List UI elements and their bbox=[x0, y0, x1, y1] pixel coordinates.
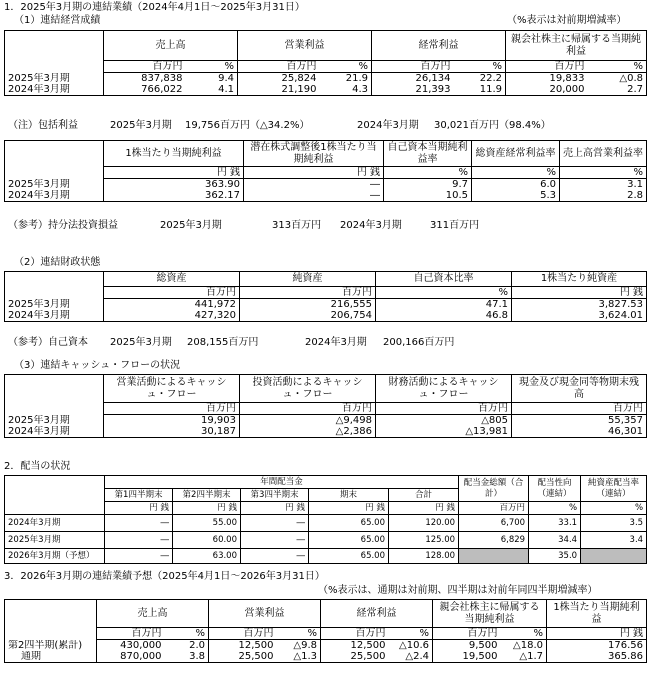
table-row bbox=[5, 190, 647, 202]
cell: 6,829 bbox=[459, 532, 529, 549]
unit: % bbox=[165, 628, 209, 640]
cell: 22.2 bbox=[454, 73, 506, 85]
row-label: 2024年3月期 bbox=[5, 426, 104, 438]
table-row bbox=[5, 426, 647, 438]
header-roe: 自己資本当期純利益率 bbox=[384, 141, 472, 167]
cell: 20,000 bbox=[506, 84, 588, 96]
financial-position-title: （2）連結財政状態 bbox=[14, 257, 101, 268]
cell: 30,187 bbox=[104, 426, 240, 438]
unit: % bbox=[501, 628, 547, 640]
table-row bbox=[5, 179, 647, 191]
pct-note: （%表示は対前期増減率） bbox=[507, 15, 627, 26]
header-ordinary-income: 経常利益 bbox=[372, 31, 506, 61]
cell: ― bbox=[244, 179, 384, 191]
forecast-header-sales: 売上高 bbox=[97, 600, 209, 628]
cell: 120.00 bbox=[389, 515, 459, 532]
unit: 百万円 bbox=[104, 403, 240, 415]
financial-position-table bbox=[4, 271, 647, 322]
cell: ― bbox=[244, 190, 384, 202]
cell: △1.7 bbox=[501, 651, 547, 663]
cell: 2.7 bbox=[588, 84, 647, 96]
cell: 11.9 bbox=[454, 84, 506, 96]
cell: 6.0 bbox=[472, 179, 560, 191]
cell: 26,134 bbox=[372, 73, 454, 85]
row-label: 2025年3月期 bbox=[5, 415, 104, 427]
cell: 176.56 bbox=[547, 640, 647, 652]
row-label: 2025年3月期 bbox=[5, 73, 104, 85]
header-eps: 1株当たり当期純利益 bbox=[104, 141, 244, 167]
forecast-note: （%表示は、通期は対前期、四半期は対前年同四半期増減率） bbox=[318, 585, 598, 596]
table-row bbox=[5, 84, 647, 96]
cell: ― bbox=[105, 515, 173, 532]
header-doe: 純資産配当率（連結） bbox=[581, 476, 647, 502]
equity-2025-value: 313百万円 bbox=[272, 220, 322, 231]
cell: 46.8 bbox=[376, 310, 512, 322]
unit: % bbox=[389, 628, 433, 640]
header-operating-margin: 売上高営業利益率 bbox=[560, 141, 647, 167]
comp-2025-value: 19,756百万円（△34.2%） bbox=[185, 120, 310, 131]
unit: % bbox=[376, 287, 512, 299]
row-label: 通期 bbox=[5, 651, 97, 663]
unit: 百万円 bbox=[240, 403, 376, 415]
cell: △9.8 bbox=[277, 640, 321, 652]
cell: 3.5 bbox=[581, 515, 647, 532]
cell: ― bbox=[105, 532, 173, 549]
row-label: 2026年3月期（予想） bbox=[5, 549, 105, 564]
own-capital-2024-label: 2024年3月期 bbox=[305, 337, 367, 348]
own-capital-2024-value: 200,166百万円 bbox=[383, 337, 455, 348]
header-operating-cf: 営業活動によるキャッシュ・フロー bbox=[104, 375, 240, 403]
cell: 441,972 bbox=[104, 299, 240, 311]
cell: 3,827.53 bbox=[512, 299, 647, 311]
cell: 3,624.01 bbox=[512, 310, 647, 322]
table-row bbox=[5, 651, 647, 663]
cell: 6,700 bbox=[459, 515, 529, 532]
table-row bbox=[5, 310, 647, 322]
cell: △2,386 bbox=[240, 426, 376, 438]
cell: 12,500 bbox=[321, 640, 389, 652]
cell: 365.86 bbox=[547, 651, 647, 663]
cell: 766,022 bbox=[104, 84, 186, 96]
unit: 百万円 bbox=[512, 403, 647, 415]
comp-2024-value: 30,021百万円（98.4%） bbox=[434, 120, 551, 131]
cell: ― bbox=[105, 549, 173, 564]
unit: 円 銭 bbox=[512, 287, 647, 299]
own-capital-label: （参考）自己資本 bbox=[8, 337, 88, 348]
header-year-end: 期末 bbox=[309, 489, 389, 502]
header-q1: 第1四半期末 bbox=[105, 489, 173, 502]
unit: % bbox=[529, 502, 581, 515]
header-investing-cf: 投資活動によるキャッシュ・フロー bbox=[240, 375, 376, 403]
unit: 円 銭 bbox=[104, 167, 244, 179]
unit: 円 銭 bbox=[173, 502, 241, 515]
unit: 円 銭 bbox=[244, 167, 384, 179]
unit: 百万円 bbox=[433, 628, 501, 640]
cell: 870,000 bbox=[97, 651, 165, 663]
cell: 34.4 bbox=[529, 532, 581, 549]
cell: ― bbox=[241, 549, 309, 564]
header-operating-income: 営業利益 bbox=[238, 31, 372, 61]
cell: 25,824 bbox=[238, 73, 320, 85]
cell: 216,555 bbox=[240, 299, 376, 311]
unit: 円 銭 bbox=[241, 502, 309, 515]
header-net-assets: 純資産 bbox=[240, 272, 376, 287]
equity-2025-label: 2025年3月期 bbox=[160, 220, 222, 231]
dividends-table bbox=[4, 475, 647, 564]
cell: △18.0 bbox=[501, 640, 547, 652]
cell: 3.4 bbox=[581, 532, 647, 549]
unit: % bbox=[454, 61, 506, 73]
table-row bbox=[5, 549, 647, 564]
table-row bbox=[5, 299, 647, 311]
table-row bbox=[5, 640, 647, 652]
header-total: 合計 bbox=[389, 489, 459, 502]
unit: 百万円 bbox=[240, 287, 376, 299]
cell: △2.4 bbox=[389, 651, 433, 663]
cell: △0.8 bbox=[588, 73, 647, 85]
cell: 60.00 bbox=[173, 532, 241, 549]
cell: 9,500 bbox=[433, 640, 501, 652]
forecast-title: 3．2026年3月期の連結業績予想（2025年4月1日～2026年3月31日） bbox=[4, 571, 325, 582]
table-row bbox=[5, 73, 647, 85]
cell: 19,833 bbox=[506, 73, 588, 85]
table-row bbox=[5, 415, 647, 427]
unit: 百万円 bbox=[209, 628, 277, 640]
cell: 25,500 bbox=[209, 651, 277, 663]
cell: 63.00 bbox=[173, 549, 241, 564]
cell: △1.3 bbox=[277, 651, 321, 663]
cell: 21,190 bbox=[238, 84, 320, 96]
cell: 65.00 bbox=[309, 515, 389, 532]
cell: 125.00 bbox=[389, 532, 459, 549]
cell: △10.6 bbox=[389, 640, 433, 652]
section1-title: 1．2025年3月期の連結業績（2024年4月1日～2025年3月31日） bbox=[4, 2, 305, 13]
forecast-header-net-income: 親会社株主に帰属する当期純利益 bbox=[433, 600, 547, 628]
cell: 430,000 bbox=[97, 640, 165, 652]
cell: 12,500 bbox=[209, 640, 277, 652]
unit: 円 銭 bbox=[389, 502, 459, 515]
cell: 363.90 bbox=[104, 179, 244, 191]
cash-flow-table bbox=[4, 374, 647, 438]
header-cash-balance: 現金及び現金同等物期末残高 bbox=[512, 375, 647, 403]
cell: 2.0 bbox=[165, 640, 209, 652]
unit: % bbox=[320, 61, 372, 73]
comp-2024-label: 2024年3月期 bbox=[357, 120, 419, 131]
unit: % bbox=[384, 167, 472, 179]
cell: 21.9 bbox=[320, 73, 372, 85]
cell: 25,500 bbox=[321, 651, 389, 663]
row-label: 第2四半期(累計) bbox=[5, 640, 97, 652]
unit: 百万円 bbox=[376, 403, 512, 415]
cell: 206,754 bbox=[240, 310, 376, 322]
cell: 5.3 bbox=[472, 190, 560, 202]
cell: 9.4 bbox=[186, 73, 238, 85]
header-equity-ratio: 自己資本比率 bbox=[376, 272, 512, 287]
header-total-dividend: 配当金総額（合計） bbox=[459, 476, 529, 502]
unit: 百万円 bbox=[104, 61, 186, 73]
unit: 百万円 bbox=[321, 628, 389, 640]
header-roa: 総資産経常利益率 bbox=[472, 141, 560, 167]
unit: % bbox=[277, 628, 321, 640]
header-bps: 1株当たり純資産 bbox=[512, 272, 647, 287]
forecast-header-eps: 1株当たり当期純利益 bbox=[547, 600, 647, 628]
header-q3: 第3四半期末 bbox=[241, 489, 309, 502]
unit: % bbox=[581, 502, 647, 515]
own-capital-2025-value: 208,155百万円 bbox=[187, 337, 259, 348]
row-label: 2024年3月期 bbox=[5, 190, 104, 202]
table-row bbox=[5, 532, 647, 549]
cell: 19,500 bbox=[433, 651, 501, 663]
own-capital-2025-label: 2025年3月期 bbox=[110, 337, 172, 348]
cell: △805 bbox=[376, 415, 512, 427]
cell: 9.7 bbox=[384, 179, 472, 191]
header-sales: 売上高 bbox=[104, 31, 238, 61]
cell: ― bbox=[241, 515, 309, 532]
forecast-header-operating-income: 営業利益 bbox=[209, 600, 321, 628]
cell: 55.00 bbox=[173, 515, 241, 532]
unit: 円 銭 bbox=[105, 502, 173, 515]
cell: 427,320 bbox=[104, 310, 240, 322]
cell bbox=[459, 549, 529, 564]
header-financing-cf: 財務活動によるキャッシュ・フロー bbox=[376, 375, 512, 403]
header-net-income: 親会社株主に帰属する当期純利益 bbox=[506, 31, 647, 61]
cell: 65.00 bbox=[309, 532, 389, 549]
unit: % bbox=[472, 167, 560, 179]
unit: 百万円 bbox=[372, 61, 454, 73]
cell: △9,498 bbox=[240, 415, 376, 427]
row-label: 2024年3月期 bbox=[5, 310, 104, 322]
unit: 円 銭 bbox=[309, 502, 389, 515]
unit: 円 銭 bbox=[547, 628, 647, 640]
cell: 4.3 bbox=[320, 84, 372, 96]
unit: % bbox=[186, 61, 238, 73]
table-row bbox=[5, 515, 647, 532]
cell: 65.00 bbox=[309, 549, 389, 564]
cell: 362.17 bbox=[104, 190, 244, 202]
forecast-header-ordinary-income: 経常利益 bbox=[321, 600, 433, 628]
header-diluted-eps: 潜在株式調整後1株当たり当期純利益 bbox=[244, 141, 384, 167]
cell: 46,301 bbox=[512, 426, 647, 438]
unit: 百万円 bbox=[506, 61, 588, 73]
unit: % bbox=[588, 61, 647, 73]
cell: 837,838 bbox=[104, 73, 186, 85]
dividends-title: 2．配当の状況 bbox=[4, 461, 71, 472]
forecast-table bbox=[4, 599, 647, 663]
unit: % bbox=[560, 167, 647, 179]
equity-2024-label: 2024年3月期 bbox=[340, 220, 402, 231]
cell: 128.00 bbox=[389, 549, 459, 564]
row-label: 2024年3月期 bbox=[5, 515, 105, 532]
unit: 百万円 bbox=[97, 628, 165, 640]
row-label: 2025年3月期 bbox=[5, 299, 104, 311]
cell: 35.0 bbox=[529, 549, 581, 564]
operating-results-table bbox=[4, 30, 647, 96]
comprehensive-income-label: （注）包括利益 bbox=[8, 120, 78, 131]
cell: 19,903 bbox=[104, 415, 240, 427]
cell: 3.8 bbox=[165, 651, 209, 663]
cell: 3.1 bbox=[560, 179, 647, 191]
unit: 百万円 bbox=[459, 502, 529, 515]
cell: 47.1 bbox=[376, 299, 512, 311]
row-label: 2025年3月期 bbox=[5, 532, 105, 549]
row-label: 2024年3月期 bbox=[5, 84, 104, 96]
cash-flow-title: （3）連結キャッシュ・フローの状況 bbox=[14, 360, 181, 371]
equity-2024-value: 311百万円 bbox=[430, 220, 480, 231]
cell: 21,393 bbox=[372, 84, 454, 96]
cell: 10.5 bbox=[384, 190, 472, 202]
operating-results-title: （1）連結経営成績 bbox=[14, 15, 101, 26]
equity-method-label: （参考）持分法投資損益 bbox=[8, 220, 118, 231]
cell bbox=[581, 549, 647, 564]
comp-2025-label: 2025年3月期 bbox=[110, 120, 172, 131]
header-annual-dividend: 年間配当金 bbox=[105, 476, 459, 489]
unit: 百万円 bbox=[238, 61, 320, 73]
cell: 55,357 bbox=[512, 415, 647, 427]
per-share-table bbox=[4, 140, 647, 202]
header-total-assets: 総資産 bbox=[104, 272, 240, 287]
cell: ― bbox=[241, 532, 309, 549]
cell: 33.1 bbox=[529, 515, 581, 532]
cell: 4.1 bbox=[186, 84, 238, 96]
row-label: 2025年3月期 bbox=[5, 179, 104, 191]
header-payout-ratio: 配当性向（連結） bbox=[529, 476, 581, 502]
unit: 百万円 bbox=[104, 287, 240, 299]
cell: 2.8 bbox=[560, 190, 647, 202]
cell: △13,981 bbox=[376, 426, 512, 438]
header-q2: 第2四半期末 bbox=[173, 489, 241, 502]
